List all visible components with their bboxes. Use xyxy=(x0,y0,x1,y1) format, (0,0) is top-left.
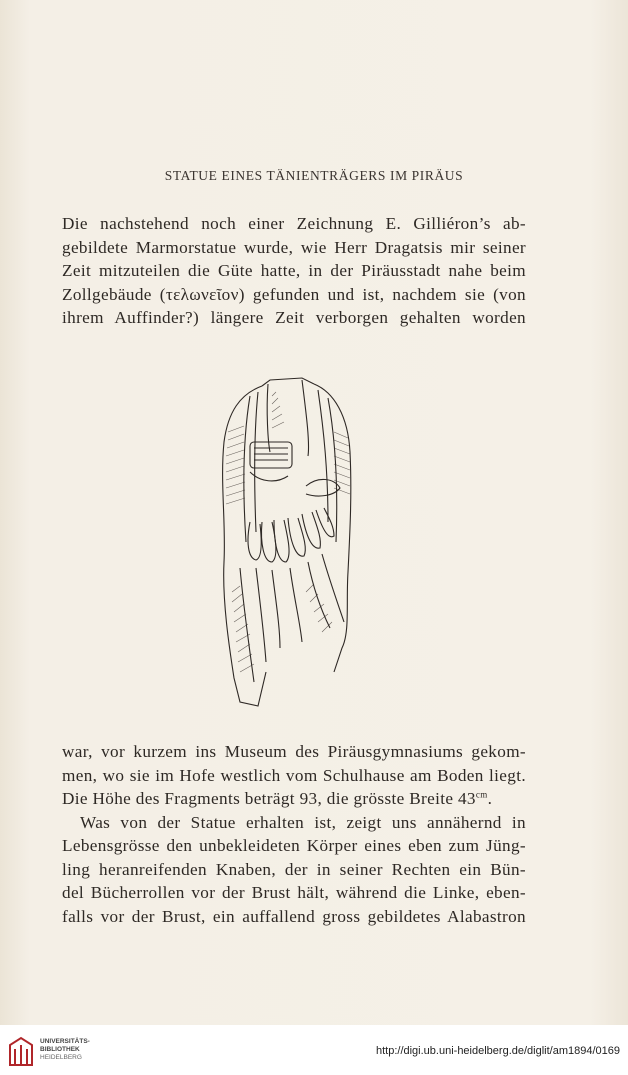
source-url-link[interactable]: http://digi.ub.uni-heidelberg.de/diglit/am1894/0169 xyxy=(375,1045,620,1057)
unit-superscript: cm xyxy=(475,789,488,800)
institution-line: BIBLIOTHEK xyxy=(40,1046,80,1053)
text-line: ihrem Auffinder?) längere Zeit verborgen gehalten worden xyxy=(62,308,526,327)
text-line: Was von der Statue erhalten ist, zeigt uns annähernd in xyxy=(80,812,526,832)
text-fragment: Die Höhe des Fragments beträgt 93, die grösste Breite 43 xyxy=(62,789,476,808)
text-line: Lebensgrösse den unbekleideten Körper eines eben zum Jüng- xyxy=(62,836,526,855)
text-line: Zeit mitzuteilen die Güte hatte, in der Piräusstadt nahe beim xyxy=(62,261,526,280)
text-line: falls vor der Brust, ein auffallend gross gebildetes Alabastron xyxy=(62,906,526,926)
institution-line: UNIVERSITÄTS- xyxy=(40,1038,90,1045)
text-line: Die nachstehend noch einer Zeichnung E. Gilliéron’s ab- xyxy=(62,214,526,233)
institution-name xyxy=(40,1038,90,1062)
paragraph-1 xyxy=(62,212,526,330)
text-line: gebildete Marmorstatue wurde, wie Herr Dragatsis mir seiner xyxy=(62,237,526,257)
footer-bar xyxy=(0,1025,628,1075)
text-line: ling heranreifenden Knaben, der in seiner Rechten ein Bün- xyxy=(62,859,526,879)
section-heading: STATUE EINES TÄNIENTRÄGERS IM PIRÄUS xyxy=(164,168,464,183)
statue-illustration xyxy=(210,372,370,712)
text-line: men, wo sie im Hofe westlich vom Schulhause am Boden liegt. xyxy=(62,765,526,785)
text-line: Zollgebäude (τελωνεῖον) gefunden und ist, nachdem sie (von xyxy=(62,284,526,304)
university-library-logo-icon xyxy=(6,1035,36,1069)
paragraph-2 xyxy=(62,740,526,928)
text-line: del Bücherrollen vor der Brust hält, während die Linke, eben- xyxy=(62,883,526,902)
text-line: war, vor kurzem ins Museum des Piräusgymnasiums gekom- xyxy=(62,742,526,761)
institution-line: HEIDELBERG xyxy=(40,1054,82,1061)
text-line xyxy=(62,787,526,811)
text-fragment: . xyxy=(487,789,493,808)
